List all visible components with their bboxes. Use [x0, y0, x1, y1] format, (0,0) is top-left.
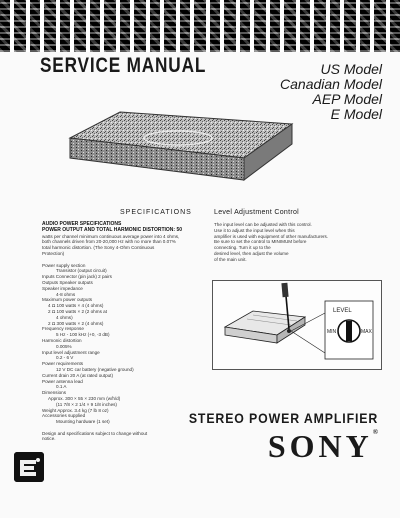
spec-line: notice. — [42, 436, 56, 442]
spec-line: watts per channel minimum continuous average power into 4 ohms, — [42, 233, 180, 239]
spec-line: 5 Hz - 100 kHz (+0, -3 dB) — [56, 332, 110, 338]
registered-mark: ® — [372, 428, 378, 436]
level-text-line: amplifier is used with equipment of other manufacturers. — [214, 233, 329, 239]
spec-line: Approx. 300 × 55 × 230 mm (w/h/d) — [48, 395, 121, 401]
level-adjustment-heading: Level Adjustment Control — [214, 209, 300, 216]
amplifier-photo — [60, 108, 300, 196]
level-text-line: connecting. Turn it up to the — [214, 245, 271, 251]
level-text-line: desired level, then adjust the volume — [214, 250, 289, 256]
level-text-line: The input level can be adjusted with this control. — [214, 222, 312, 227]
spec-line: (11 7/8 × 2 1/4 × 9 1/8 inches) — [56, 401, 117, 407]
spec-line: Accessories supplied — [42, 413, 86, 419]
mobile-es-badge-icon — [14, 452, 44, 482]
spec-line: Power antenna lead — [42, 378, 83, 384]
spec-line: POWER OUTPUT AND TOTAL HARMONIC DISTORTION: 50 — [42, 226, 183, 233]
spec-line: both channels driven from 20-20,000 Hz with no more than 0.07% — [42, 239, 176, 245]
spec-line: Weight Approx. 3.4 kg (7 lb 8 oz) — [42, 407, 109, 413]
product-name: STEREO POWER AMPLIFIER — [188, 410, 378, 426]
spec-line: Design and specifications subject to change without — [42, 430, 148, 436]
spec-line: 2 Ω 100 watts × 2 (2 ohms at — [48, 308, 107, 314]
spec-line: Outputs Speaker outputs — [42, 279, 93, 285]
spec-line: AUDIO POWER SPECIFICATIONS — [42, 221, 122, 227]
document-title: SERVICE MANUAL — [40, 54, 207, 77]
spec-line: 12 V DC car battery (negative ground) — [56, 366, 134, 372]
spec-line: Frequency response — [42, 326, 84, 332]
spec-line: Dimensions — [42, 390, 66, 396]
level-control-diagram — [212, 280, 382, 370]
model-aep: AEP Model — [312, 91, 382, 107]
amplifier-sketch — [225, 311, 305, 343]
level-text-line: Use it to adjust the input level when this — [214, 227, 295, 233]
spec-line: 0.005% — [56, 343, 72, 349]
level-min-label: MIN — [327, 329, 337, 335]
spec-line: Power supply section — [42, 262, 86, 268]
level-text-line: of the main unit. — [214, 256, 247, 262]
spec-line: Transistor (output circuit) — [56, 268, 107, 274]
specifications-heading: SPECIFICATIONS — [120, 209, 192, 216]
level-max-label: MAX — [361, 329, 372, 335]
spec-line: 4-8 ohms — [56, 291, 76, 297]
level-text-line: Be sure to set the control to MINIMUM before — [214, 239, 307, 245]
header-banner — [0, 0, 400, 52]
spec-line: Protection) — [42, 250, 65, 256]
brand-name: SONY — [267, 428, 373, 464]
sony-logo — [268, 428, 378, 465]
level-adjustment-text — [214, 222, 364, 263]
spec-line: 4 ohms) — [56, 314, 73, 320]
spec-line: Inputs Connector (pin jack) 2 pairs — [42, 274, 112, 280]
spec-line: Input level adjustment range — [42, 349, 100, 355]
spec-line: 4 Ω 100 watts × 4 (4 ohms) — [48, 303, 104, 309]
spec-line: Mounting hardware (1 set) — [56, 419, 110, 425]
spec-line: 0.2 - 6 V — [56, 355, 74, 361]
spec-line: 0.1 A — [56, 384, 67, 390]
level-label: LEVEL — [333, 308, 352, 314]
specifications-text — [42, 222, 202, 442]
model-e: E Model — [330, 106, 382, 122]
model-canadian: Canadian Model — [280, 76, 382, 92]
spec-line: Current drain 20 A (at rated output) — [42, 372, 113, 378]
spec-line: Maximum power outputs — [42, 297, 93, 303]
spec-line: total harmonic distortion. (The Sony 4-Ohm Continuous — [42, 245, 155, 251]
model-us: US Model — [320, 61, 382, 77]
spec-line: Speaker impedance — [42, 285, 83, 291]
spec-line: 2 Ω 300 watts × 2 (4 ohms) — [48, 320, 104, 326]
spec-line: Harmonic distortion — [42, 337, 82, 343]
spec-line: Power requirements — [42, 361, 84, 367]
